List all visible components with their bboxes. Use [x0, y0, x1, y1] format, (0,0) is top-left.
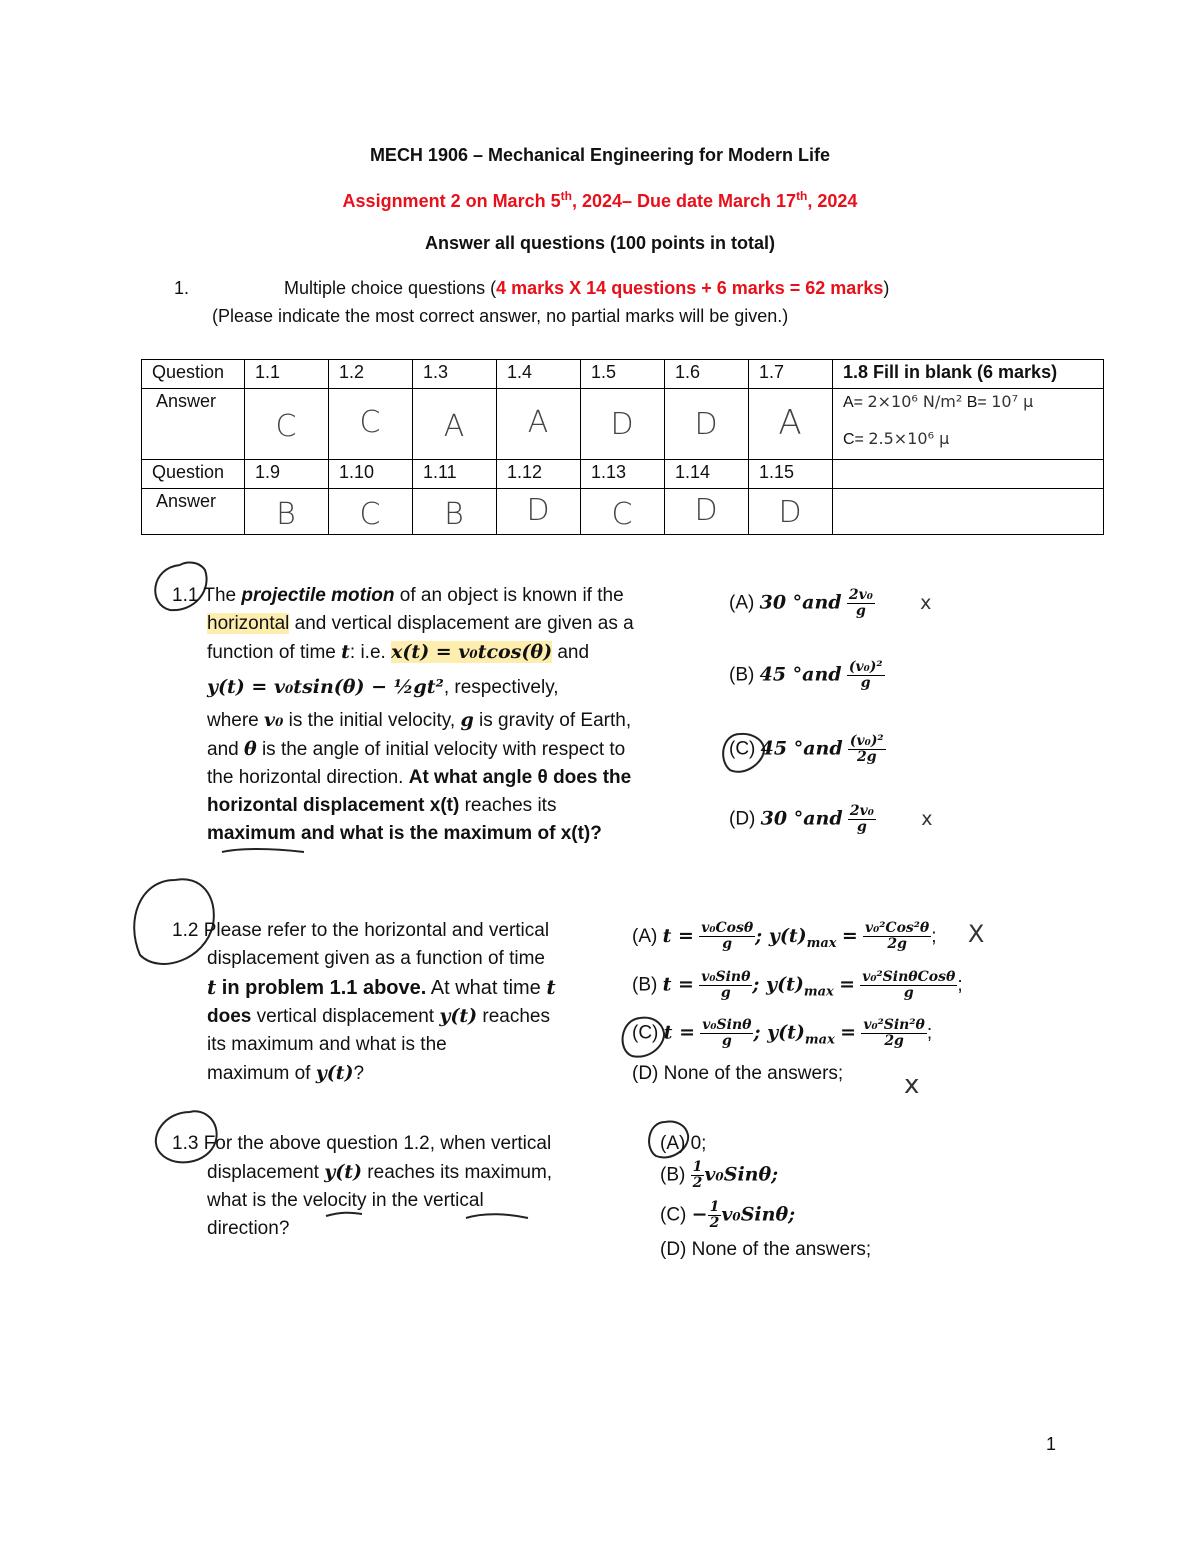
answer-cell: A	[413, 389, 497, 460]
section-title	[284, 278, 889, 299]
q-text: direction?	[207, 1218, 290, 1239]
fraction: $\frac{\text{v₀Cosθ}}{g}$	[701, 920, 754, 953]
q-text: what is the velocity in the vertical	[207, 1190, 484, 1211]
eq-text: ; y(t)	[753, 1021, 805, 1044]
question-cell: 1.3	[413, 360, 497, 389]
answer-cell: C	[329, 489, 413, 535]
q13-option-a: (A) 0;	[660, 1133, 707, 1154]
minus-sign: −	[691, 1203, 708, 1226]
eq-text: =	[839, 973, 855, 996]
answer-cell: B	[245, 489, 329, 535]
assignment-mid: , 2024– Due date March 17	[571, 191, 797, 211]
section-instruction: (Please indicate the most correct answer, no partial marks will be given.)	[212, 306, 789, 326]
answer-label: Answer	[142, 489, 245, 535]
option-math: v₀Sinθ;	[704, 1163, 779, 1186]
option-label: (A)	[729, 592, 755, 614]
question-label: Question	[142, 460, 245, 489]
fill-c-value: 2.5×10⁶ μ	[868, 429, 950, 448]
question-cell: 1.14	[665, 460, 749, 489]
question-cell: 1.2	[329, 360, 413, 389]
q-math: y(t) = v₀tsin(θ) − ½gt²	[207, 676, 444, 698]
q-emph: projectile motion	[241, 585, 395, 606]
sup-th: th	[796, 189, 808, 203]
q-text: the horizontal direction.	[207, 767, 409, 788]
fraction: $\frac{\text{v₀Sinθ}}{g}$	[701, 969, 751, 1001]
q-text: At what time	[426, 977, 547, 999]
section-marks: 4 marks X 14 questions + 6 marks = 62 marks	[496, 278, 884, 298]
option-label: (C)	[660, 1204, 687, 1226]
q11-option-c	[729, 734, 886, 765]
fill-a-value: 2×10⁶ N/m²	[867, 392, 963, 411]
q11-option-b	[729, 660, 885, 691]
option-label: (C)	[632, 1022, 659, 1044]
question-cell: 1.4	[497, 360, 581, 389]
eq-sub: max	[803, 984, 834, 1000]
answer-cell: D	[665, 489, 749, 535]
eq-text: t =	[663, 1021, 695, 1044]
table-row	[142, 489, 1104, 535]
q-text: is the initial velocity,	[283, 710, 461, 731]
answer-cell: B	[413, 489, 497, 535]
answer-all-instruction: Answer all questions (100 points in total)	[424, 233, 776, 253]
answer-cell: C	[329, 389, 413, 460]
eq-text: t =	[662, 973, 694, 996]
section-title-prefix: Multiple choice questions (	[284, 278, 497, 298]
q-math: t	[341, 641, 350, 663]
fraction: $\frac{\text{2v₀}}{g}$	[848, 587, 873, 619]
q-text: is gravity of Earth,	[473, 710, 632, 731]
eq-text: ; y(t)	[755, 925, 807, 947]
fraction: $\frac{\text{2v₀}}{g}$	[849, 803, 874, 835]
eq-text: ; y(t)	[752, 973, 804, 996]
answer-cell: D	[581, 389, 665, 460]
q13-option-d: (D) None of the answers;	[660, 1239, 872, 1260]
empty-cell	[833, 460, 1104, 489]
fraction: $\frac{\text{(v₀)²}}{g}$	[848, 659, 883, 691]
option-label: (C)	[729, 738, 756, 760]
fill-b-label: B=	[966, 394, 987, 411]
option-label: (D)	[729, 808, 756, 830]
answer-cell: A	[497, 389, 581, 460]
q-text: and	[207, 739, 244, 760]
assignment-prefix: Assignment 2 on March 5	[342, 191, 561, 211]
option-text: (D) None of the answers;	[632, 1063, 844, 1084]
q-highlight: horizontal	[207, 613, 290, 634]
option-angle: 45 °and	[760, 737, 843, 760]
option-label: (A)	[632, 926, 658, 947]
q-math: t	[546, 975, 556, 999]
q-emph: maximum	[207, 823, 296, 844]
q-text: and	[552, 642, 590, 663]
q-text: reaches	[477, 1006, 550, 1027]
q-text: maximum of	[207, 1063, 316, 1084]
fraction: $\frac{\text{v₀²SinθCosθ}}{g}$	[862, 969, 956, 1001]
fill-c-label: C=	[843, 431, 864, 448]
table-row	[142, 389, 1104, 460]
q13-option-b	[660, 1160, 778, 1191]
cross-mark: x	[921, 807, 933, 830]
answer-label: Answer	[142, 389, 245, 460]
q-text: The	[203, 585, 242, 606]
q-emph: does	[207, 1006, 252, 1027]
option-math: v₀Sinθ;	[721, 1203, 796, 1226]
eq-text: t =	[662, 925, 694, 947]
q-text: and vertical displacement are given as a	[289, 613, 634, 634]
question-1-2	[172, 917, 592, 1088]
q-text: displacement	[207, 1162, 325, 1183]
cross-mark: x	[904, 1070, 920, 1100]
eq-text: =	[841, 925, 858, 947]
question-cell: 1.5	[581, 360, 665, 389]
option-label: (B)	[660, 1164, 686, 1186]
question-1-1	[172, 582, 672, 848]
q-math: θ	[243, 738, 257, 760]
q-text: is the angle of initial velocity with respect to	[256, 739, 626, 760]
cross-mark: x	[920, 591, 932, 614]
fill-a-label: A=	[843, 394, 864, 411]
section-title-suffix: )	[883, 278, 890, 298]
course-title: MECH 1906 – Mechanical Engineering for Modern Life	[369, 145, 831, 165]
option-angle: 30 °and	[759, 591, 842, 614]
q-math: v₀	[264, 709, 284, 731]
question-1-3	[172, 1130, 592, 1243]
assignment-line	[0, 189, 1200, 212]
question-number: 1.2	[172, 920, 199, 941]
page-number: 1	[1046, 1434, 1057, 1454]
fraction: $\frac{\text{v₀²Cos²θ}}{2g}$	[865, 920, 930, 953]
fraction: $\frac{\text{v₀Sinθ}}{g}$	[702, 1017, 752, 1049]
q-text: , respectively,	[443, 677, 559, 698]
question-cell: 1.7	[749, 360, 833, 389]
question-cell: 1.12	[497, 460, 581, 489]
eq-sub: max	[804, 1032, 835, 1048]
q-text: function of time	[207, 642, 342, 663]
section-number: 1.	[174, 278, 190, 298]
q-emph: At what angle θ does the	[408, 767, 632, 788]
q12-option-d	[632, 1060, 843, 1088]
eq-text: =	[840, 1021, 857, 1044]
q11-option-a	[729, 588, 931, 619]
option-label: (B)	[632, 974, 658, 996]
q-math: g	[460, 709, 474, 731]
question-number: 1.3	[172, 1133, 199, 1154]
underline-annotation	[222, 849, 304, 852]
fraction: $\frac{1}{2}$	[692, 1159, 703, 1191]
sup-th: th	[560, 189, 572, 203]
fill-header: 1.8 Fill in blank (6 marks)	[833, 360, 1104, 389]
q-emph: horizontal displacement x(t)	[207, 795, 460, 816]
question-cell: 1.6	[665, 360, 749, 389]
fill-b-value: 10⁷ μ	[991, 392, 1034, 411]
q-math: x(t) = v₀tcos(θ)	[391, 641, 553, 663]
question-cell: 1.13	[581, 460, 665, 489]
q-emph: and what is the maximum of x(t)?	[295, 823, 602, 844]
q-emph: in problem 1.1 above.	[216, 977, 427, 999]
q-text: : i.e.	[349, 642, 392, 663]
answer-cell: D	[665, 389, 749, 460]
eq-sub: max	[806, 935, 837, 951]
answer-cell: A	[749, 389, 833, 460]
answer-cell: C	[581, 489, 665, 535]
question-label: Question	[142, 360, 245, 389]
answer-cell: C	[245, 389, 329, 460]
q-text: vertical displacement	[251, 1006, 440, 1027]
q12-option-a: (A) t = $\frac{\text{v₀Cosθ}}{g}$ ; $y(t)_{max}$ = $\frac{\text{v₀²Cos²θ}}{2g}$ ; X	[632, 920, 985, 953]
cross-mark: X	[967, 920, 985, 948]
answer-table	[141, 359, 1104, 535]
empty-cell	[833, 489, 1104, 535]
fraction: $\frac{1}{2}$	[709, 1199, 720, 1231]
fraction: $\frac{\text{(v₀)²}}{2g}$	[849, 733, 884, 765]
q-text: displacement given as a function of time	[207, 948, 545, 969]
q-text: Please refer to the horizontal and vertical	[203, 920, 550, 941]
q-text: reaches its maximum,	[362, 1162, 553, 1183]
q-math: y(t)	[324, 1161, 363, 1183]
q-math: t	[207, 975, 217, 999]
question-cell: 1.9	[245, 460, 329, 489]
question-cell: 1.15	[749, 460, 833, 489]
q11-option-d	[729, 804, 932, 835]
table-row	[142, 460, 1104, 489]
question-cell: 1.11	[413, 460, 497, 489]
q-text: of an object is known if the	[394, 585, 624, 606]
assignment-end: , 2024	[807, 191, 858, 211]
q-math: y(t)	[439, 1005, 478, 1027]
q13-option-c	[660, 1200, 795, 1231]
question-cell: 1.1	[245, 360, 329, 389]
fill-answers	[833, 389, 1104, 460]
q-text: reaches its	[459, 795, 557, 816]
q-text: its maximum and what is the	[207, 1034, 447, 1055]
q-text: where	[207, 710, 265, 731]
q-text: For the above question 1.2, when vertical	[203, 1133, 552, 1154]
answer-cell: D	[749, 489, 833, 535]
option-label: (B)	[729, 664, 755, 686]
option-angle: 30 °and	[760, 807, 843, 830]
question-cell: 1.10	[329, 460, 413, 489]
table-row	[142, 360, 1104, 389]
question-number: 1.1	[172, 585, 199, 606]
option-angle: 45 °and	[759, 663, 842, 686]
q12-option-b: (B) t = $\frac{\text{v₀Sinθ}}{g}$ ; $y(t)_{max}$ = $\frac{\text{v₀²SinθCosθ}}{g}$ ;	[632, 969, 963, 1001]
answer-cell: D	[497, 489, 581, 535]
q-text: ?	[353, 1063, 365, 1084]
q12-option-c: (C) t = $\frac{\text{v₀Sinθ}}{g}$ ; $y(t)_{max}$ = $\frac{\text{v₀²Sin²θ}}{2g}$ ;	[632, 1017, 933, 1049]
fraction: $\frac{\text{v₀²Sin²θ}}{2g}$	[863, 1017, 925, 1049]
q-math: y(t)	[315, 1062, 354, 1084]
